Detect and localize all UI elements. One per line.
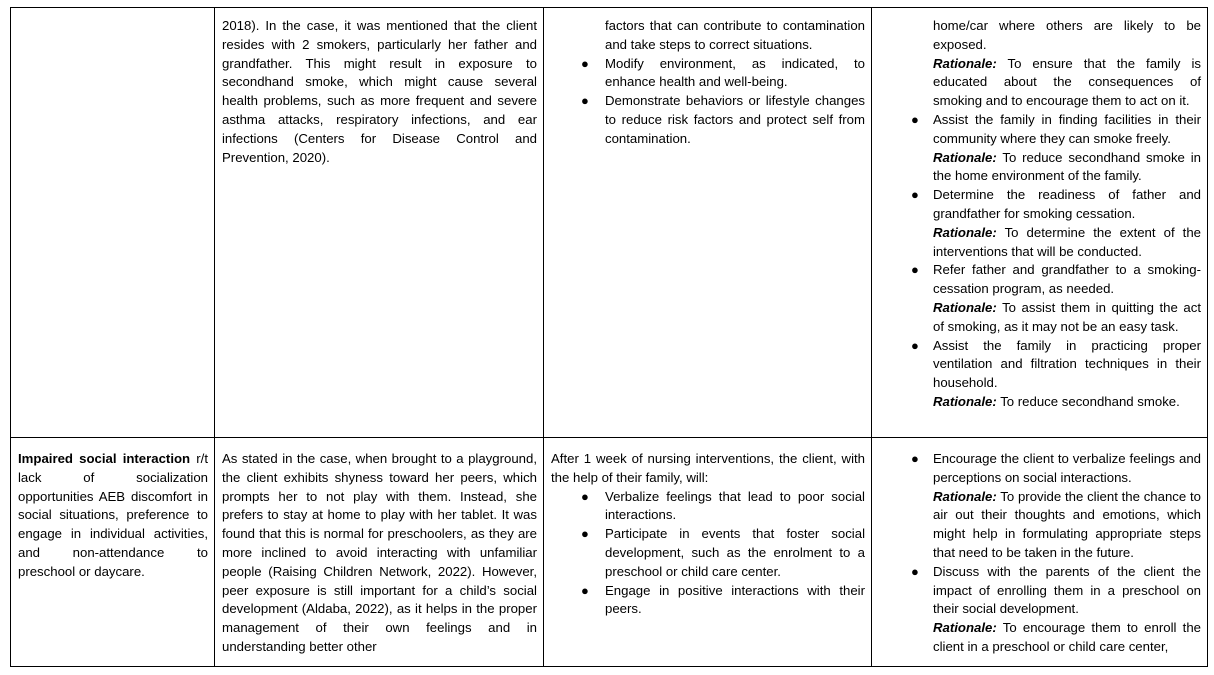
rationale-label: Rationale: xyxy=(933,224,997,240)
outcome-continued-text: factors that can contribute to contamination and take steps to correct situations. xyxy=(605,18,865,52)
rationale-text: To reduce secondhand smoke. xyxy=(1000,393,1180,409)
bullet-icon: ● xyxy=(911,451,919,466)
outcome-text: Demonstrate behaviors or lifestyle changes to reduce risk factors and protect self from contamination. xyxy=(605,93,865,146)
list-item xyxy=(879,563,1201,657)
bullet-icon: ● xyxy=(911,187,919,203)
diagnosis xyxy=(18,450,208,582)
list-item xyxy=(551,488,865,526)
intervention-continued xyxy=(879,17,1201,111)
rationale-text: To ensure that the family is educated about the consequences of smoking and to encourage them to act on it. xyxy=(933,55,1202,109)
list-item xyxy=(879,111,1201,186)
bullet-icon: ● xyxy=(581,93,589,109)
intervention-text: Discuss with the parents of the client the impact of enrolling them in a preschool on their social development. xyxy=(933,563,1201,617)
bullet-icon: ● xyxy=(911,563,919,579)
list-item xyxy=(879,261,1201,336)
rationale-text: To determine the extent of the interventions that will be conducted. xyxy=(933,224,1201,259)
intervention-text: Determine the readiness of father and grandfather for smoking cessation. xyxy=(933,187,1201,221)
list-item xyxy=(879,186,1201,261)
rationale-text: To reduce secondhand smoke in the home environment of the family. xyxy=(933,149,1201,184)
bullet-icon: ● xyxy=(911,337,919,353)
rationale xyxy=(933,224,1201,262)
interventions-cell xyxy=(872,438,1208,667)
care-plan-row-2 xyxy=(11,438,1208,667)
rationale-label: Rationale: xyxy=(933,393,997,409)
diagnosis-cell xyxy=(11,8,215,438)
rationale xyxy=(933,619,1201,657)
rationale xyxy=(933,488,1201,563)
bullet-icon: ● xyxy=(581,488,589,504)
outcomes-list xyxy=(551,488,865,620)
bullet-icon: ● xyxy=(581,526,589,542)
analysis-cell xyxy=(215,438,544,667)
nursing-care-plan-table xyxy=(10,7,1208,667)
intervention-text: Encourage the client to verbalize feelings and perceptions on social interactions. xyxy=(933,451,1201,485)
bullet-icon: ● xyxy=(911,111,919,127)
analysis-text: As stated in the case, when brought to a playground, the client exhibits shyness toward her peers, which prompts her to not play with them. Instead, she prefers to stay at home to play with her tablet. It was found that this is normal for preschoolers, as they are more inclined to avoid interacting with unfamiliar people (Raising Children Network, 2022). However, peer exposure is still important for a child’s social development (Aldaba, 2022), as it helps in the proper management of their own feelings and in understanding better other xyxy=(222,451,537,654)
rationale-text: To encourage them to enroll the client in a preschool or child care center, xyxy=(933,620,1201,654)
outcomes-lead-text: After 1 week of nursing interventions, the client, with the help of their family, will: xyxy=(551,451,865,485)
analysis-cell xyxy=(215,8,544,438)
list-item xyxy=(879,337,1201,412)
rationale xyxy=(933,149,1201,187)
analysis-text: 2018). In the case, it was mentioned that the client resides with 2 smokers, particularly her father and grandfather. This might result in exposure to secondhand smoke, which might cause several health problems, such as more frequent and severe asthma attacks, respiratory infections, and ear infections (Centers for Disease Control and Prevention, 2020). xyxy=(222,18,537,165)
rationale-label: Rationale: xyxy=(933,149,997,165)
rationale xyxy=(933,55,1201,111)
intervention-text: Assist the family in finding facilities in their community where they can smoke freely. xyxy=(933,111,1201,146)
outcomes-list xyxy=(551,55,865,149)
outcome-text: Verbalize feelings that lead to poor social interactions. xyxy=(605,488,865,523)
rationale-text: To assist them in quitting the act of smoking, as it may not be an easy task. xyxy=(933,299,1201,334)
bullet-icon: ● xyxy=(911,262,919,278)
bullet-icon: ● xyxy=(581,55,589,71)
intervention-text: home/car where others are likely to be exposed. xyxy=(933,18,1201,52)
outcome-text: Modify environment, as indicated, to enhance health and well-being. xyxy=(605,55,865,90)
outcome-text: Engage in positive interactions with their peers. xyxy=(605,582,865,617)
outcome-text: Participate in events that foster social development, such as the enrolment to a preschool or child care center. xyxy=(605,526,865,579)
interventions-list xyxy=(879,111,1201,412)
interventions-list xyxy=(879,450,1201,657)
outcomes-cell xyxy=(544,8,872,438)
care-plan-row-1 xyxy=(11,8,1208,438)
list-item xyxy=(879,450,1201,563)
rationale-label: Rationale: xyxy=(933,488,997,504)
list-item xyxy=(551,55,865,93)
rationale-text: To provide the client the chance to air out their thoughts and emotions, which might help in formulating appropriate steps that need to be taken in the future. xyxy=(933,488,1201,560)
rationale-label: Rationale: xyxy=(933,55,997,71)
rationale xyxy=(933,393,1201,412)
rationale-label: Rationale: xyxy=(933,299,997,315)
diagnosis-text: r/t lack of socialization opportunities AEB discomfort in social situations, preference to engage in individual activities, and non-attendance to preschool or daycare. xyxy=(18,451,208,579)
bullet-icon: ● xyxy=(581,582,589,598)
list-item xyxy=(551,525,865,581)
rationale xyxy=(933,299,1201,337)
intervention-text: Assist the family in practicing proper ventilation and filtration techniques in their household. xyxy=(933,337,1201,391)
intervention-text: Refer father and grandfather to a smoking-cessation program, as needed. xyxy=(933,262,1201,297)
list-item xyxy=(551,582,865,620)
outcomes-cell xyxy=(544,438,872,667)
interventions-cell xyxy=(872,8,1208,438)
diagnosis-title: Impaired social interaction xyxy=(18,451,191,466)
rationale-label: Rationale: xyxy=(933,620,997,636)
diagnosis-cell xyxy=(11,438,215,667)
list-item xyxy=(551,92,865,148)
